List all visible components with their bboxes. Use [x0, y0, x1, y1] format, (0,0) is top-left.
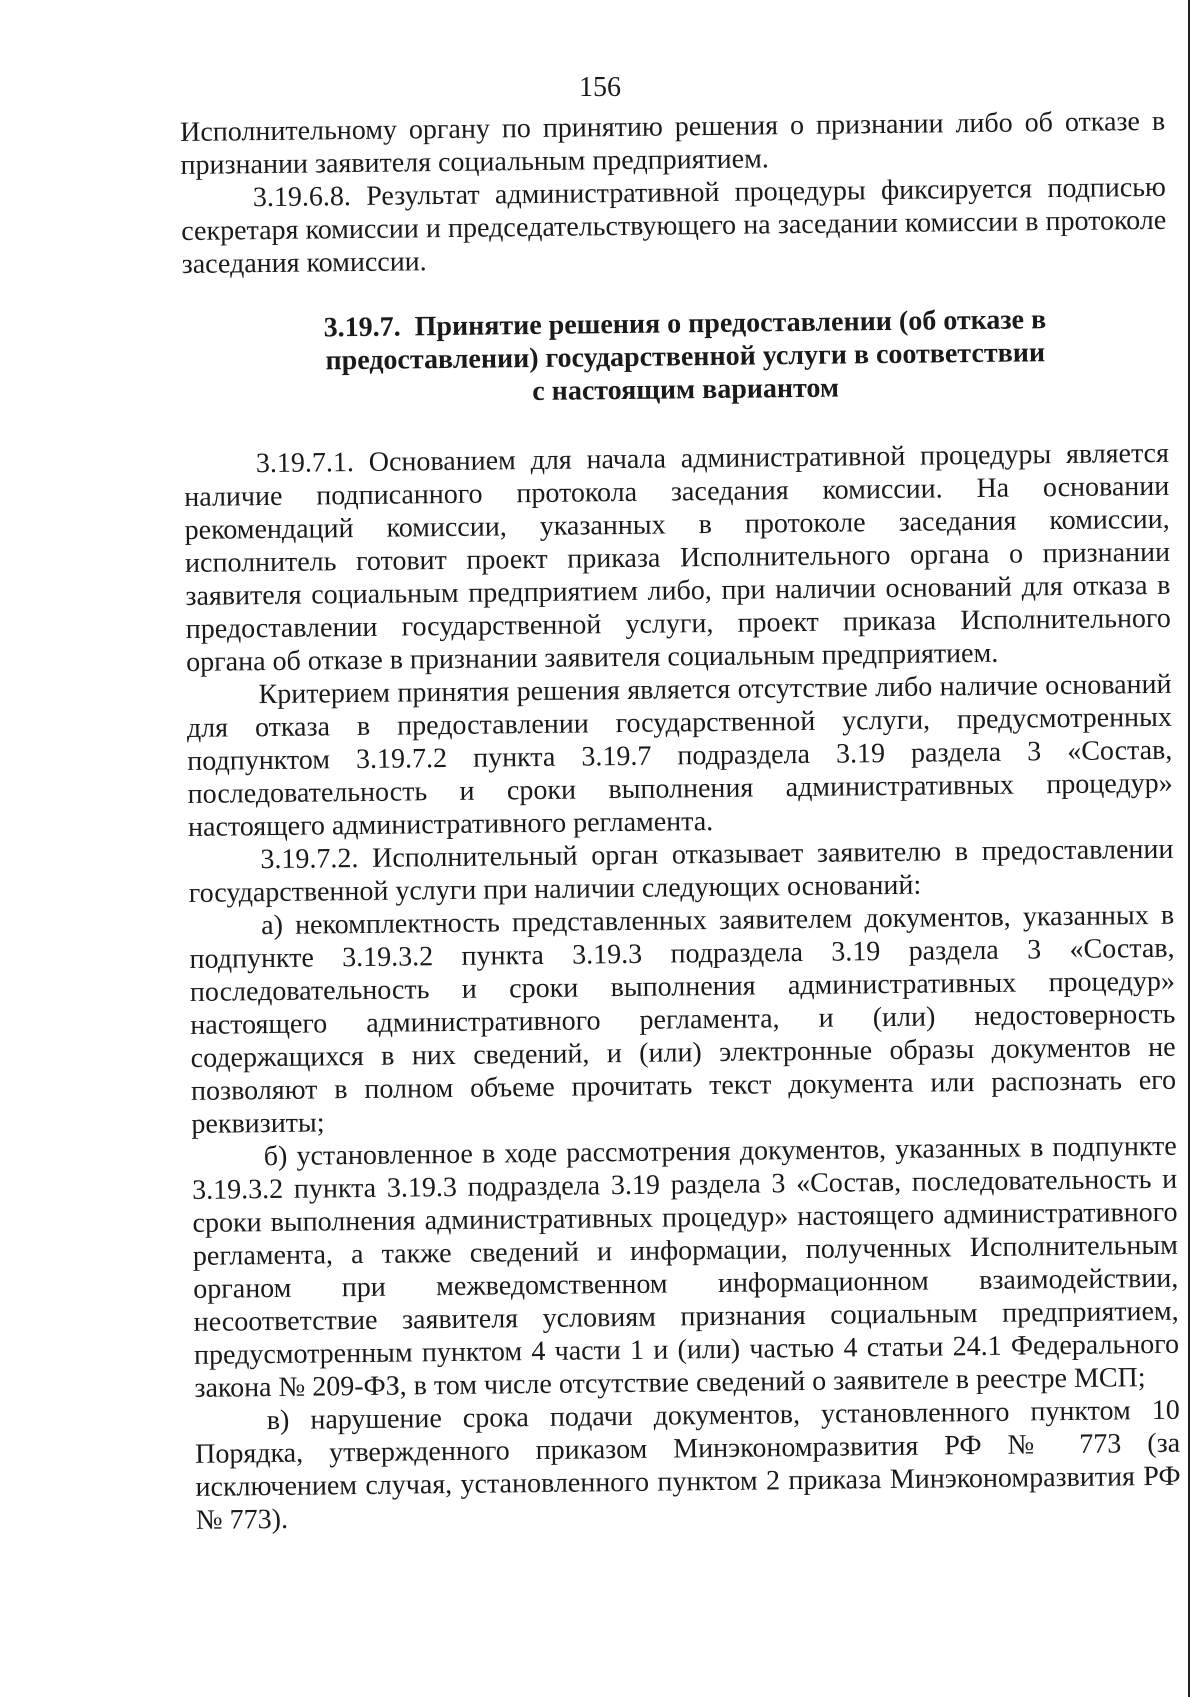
list-item-b: б) установленное в ходе рассмотрения документов, указанных в подпункте 3.19.3.2 пункта 3.19.3 подраздела 3.19 раздела 3 «Состав, последовательность и сроки выполнения административных процедур» настоящего административного регламента, а также сведений и информации, полученных Исполнительным органом при межведомственном информационном взаимодействии, несоответствие заявителя условиям признания социальным предприятием, предусмотренным пунктом 4 части 1 и (или) частью 4 статьи 24.1 Федерального закона № 209-ФЗ, в том числе отсутствие сведений о заявителе в реестре МСП; [192, 1130, 1180, 1404]
heading-line-1: 3.19.7. Принятие решения о предоставлении (об отказе в [323, 304, 1047, 344]
list-item-a: а) некомплектность представленных заявителем документов, указанных в подпункте 3.19.3.2 пункта 3.19.3 подраздела 3.19 раздела 3 «Состав, последовательность и сроки выполнения административных процедур» настоящего административного регламента, и (или) недостоверность содержащихся в них сведений, и (или) электронные образы документов не позволяют в полном объеме прочитать текст документа или распознать его реквизиты; [189, 899, 1177, 1140]
paragraph-3-19-7-2: 3.19.7.2. Исполнительный орган отказывает заявителю в предоставлении государственной услуги при наличии следующих оснований: [188, 833, 1174, 909]
page-number: 156 [579, 72, 621, 103]
list-item-v: в) нарушение срока подачи документов, установленного пунктом 10 Порядка, утвержденного приказом Минэкономразвития РФ № 773 (за исключением случая, установленного пунктом 2 приказа Минэкономразвития РФ № 773). [195, 1394, 1181, 1536]
heading-line-3: с настоящим вариантом [532, 372, 840, 408]
heading-line-2: предоставлении) государственной услуги в соответствии [325, 337, 1046, 377]
paragraph-continuation: Исполнительному органу по принятию решения о признании либо об отказе в признании заявителя социальным предприятием. [180, 105, 1166, 181]
document-body [180, 105, 1181, 1537]
paragraph-decision-criterion: Критерием принятия решения является отсутствие либо наличие оснований для отказа в предоставлении государственной услуги, предусмотренных подпунктом 3.19.7.2 пункта 3.19.7 подраздела 3.19 раздела 3 «Состав, последовательность и сроки выполнения административных процедур» настоящего административного регламента. [186, 668, 1173, 843]
paragraph-3-19-6-8: 3.19.6.8. Результат административной процедуры фиксируется подписью секретаря комиссии и председательствующего на заседании комиссии в протоколе заседания комиссии. [181, 171, 1167, 280]
section-heading-3-19-7 [232, 302, 1138, 411]
paragraph-3-19-7-1: 3.19.7.1. Основанием для начала административной процедуры является наличие подписанного протокола заседания комиссии. На основании рекомендаций комиссии, указанных в протоколе заседания комиссии, исполнитель готовит проект приказа Исполнительного органа о признании заявителя социальным предприятием либо, при наличии оснований для отказа в предоставлении государственной услуги, проект приказа Исполнительного органа об отказе в признании заявителя социальным предприятием. [184, 437, 1171, 678]
scan-edge-line [1188, 0, 1190, 1697]
